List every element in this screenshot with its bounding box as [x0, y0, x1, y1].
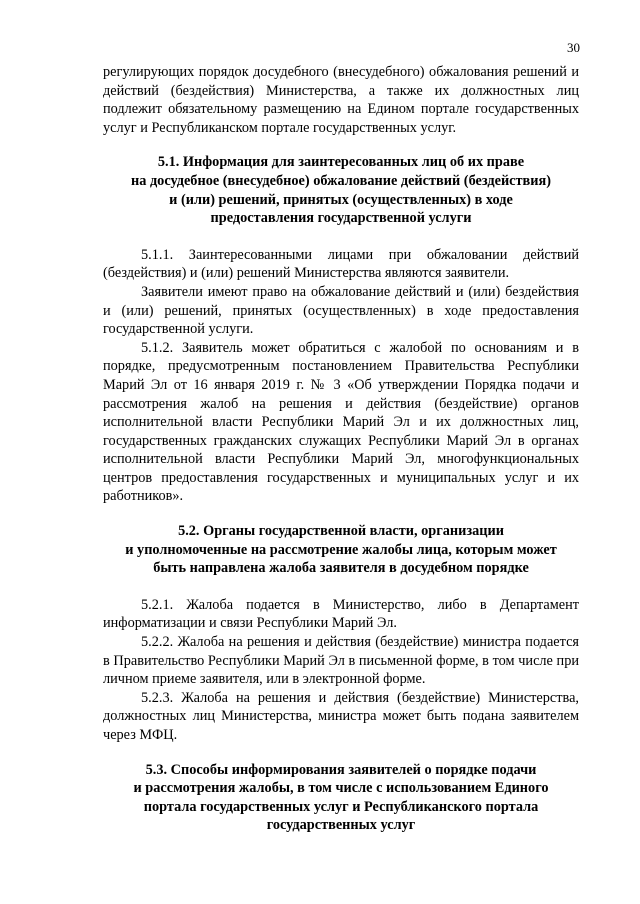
heading-line: и (или) решений, принятых (осуществленных) в ходе — [169, 191, 513, 208]
heading-line: быть направлена жалоба заявителя в досудебном порядке — [153, 560, 529, 577]
heading-line: 5.1. Информация для заинтересованных лиц об их праве — [157, 154, 525, 171]
heading-line: и рассмотрения жалобы, в том числе с использованием Единого — [133, 780, 549, 797]
heading-line: и уполномоченные на рассмотрение жалобы лица, которым может — [125, 541, 557, 558]
paragraph-5-1-1: 5.1.1. Заинтересованными лицами при обжаловании действий (бездействия) и (или) решений Министерства являются заявители. — [103, 246, 579, 282]
heading-line: 5.2. Органы государственной власти, организации — [178, 523, 504, 540]
heading-line: предоставления государственной услуги — [210, 210, 472, 227]
section-5-2-heading — [103, 522, 579, 578]
heading-line: на досудебное (внесудебное) обжалование действий (бездействия) — [130, 172, 552, 189]
document-body — [103, 63, 579, 835]
heading-line: 5.3. Способы информирования заявителей о порядке подачи — [145, 761, 537, 778]
paragraph-5-2-2: 5.2.2. Жалоба на решения и действия (бездействие) министра подается в Правительство Республики Марий Эл в письменной форме, в том числе при личном приеме заявителя, или в электронной форме. — [103, 634, 579, 688]
heading-line: портала государственных услуг и Республиканского портала — [143, 798, 539, 815]
section-5-1-heading — [103, 153, 579, 227]
paragraph-applicants-rights: Заявители имеют право на обжалование действий и (или) бездействия и (или) решений, принятых (осуществленных) в ходе предоставления государственной услуги. — [103, 283, 579, 338]
paragraph-5-1-2: 5.1.2. Заявитель может обратиться с жалобой по основаниям и в порядке, предусмотренным постановлением Правительства Республики Марий Эл от 16 января 2019 г. № 3 «Об утверждении Порядка подачи и рассмотрения жалоб на решения и действия (бездействие) органов исполнительной власти Республики Марий Эл и их должностных лиц, государственных гражданских служащих Республики Марий Эл в органах исполнительной власти Республики Марий Эл, многофункциональных центров предоставления государственных и муниципальных услуг и их работников». — [103, 339, 579, 505]
intro-paragraph: регулирующих порядок досудебного (внесудебного) обжалования решений и действий (бездействия) Министерства, а также их должностных лиц подлежит обязательному размещению на Едином портале государственных услуг и Республиканском портале государственных услуг. — [103, 64, 579, 136]
section-5-3-heading — [103, 761, 579, 835]
paragraph-5-2-3: 5.2.3. Жалоба на решения и действия (бездействие) Министерства, должностных лиц Министерства, министра может быть подана заявителем через МФЦ. — [103, 689, 579, 743]
page-number: 30 — [567, 40, 580, 55]
heading-line: государственных услуг — [266, 817, 416, 834]
paragraph-5-2-1: 5.2.1. Жалоба подается в Министерство, либо в Департамент информатизации и связи Республики Марий Эл. — [103, 596, 579, 632]
